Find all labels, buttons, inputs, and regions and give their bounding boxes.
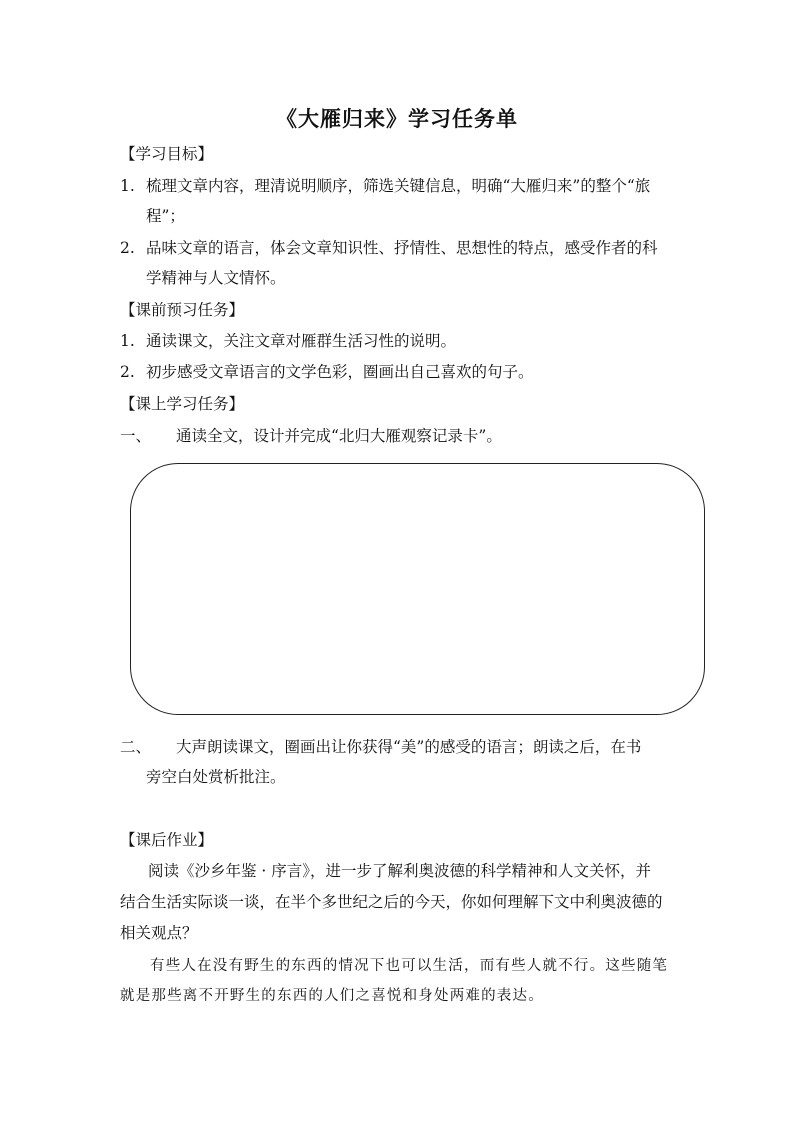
goal-item-number: 1. <box>120 177 135 195</box>
section-heading-preview: 【课前预习任务】 <box>120 301 245 319</box>
task-text: 大声朗读课文，圈画出让你获得“美”的感受的语言；朗读之后，在书 <box>176 738 642 756</box>
page-title: 《大雁归来》学习任务单 <box>276 106 518 131</box>
preview-item-number: 1. <box>120 332 135 350</box>
quote-line-1: 有些人在没有野生的东西的情况下也可以生活，而有些人就不行。这些随笔 <box>150 958 669 974</box>
homework-paragraph-line-2: 结合生活实际谈一谈，在半个多世纪之后的今天，你如何理解下文中利奥波德的 <box>120 893 663 911</box>
observation-card-box[interactable] <box>130 463 705 715</box>
goal-item-text-cont: 程”； <box>146 207 185 225</box>
goal-item-number: 2. <box>120 239 135 257</box>
task-text: 通读全文，设计并完成“北归大雁观察记录卡”。 <box>176 427 502 445</box>
goal-item-text: 梳理文章内容，理清说明顺序，筛选关键信息，明确“大雁归来”的整个“旅 <box>146 177 651 195</box>
preview-item-text: 通读课文，关注文章对雁群生活习性的说明。 <box>146 332 457 350</box>
section-heading-goals: 【学习目标】 <box>120 145 214 163</box>
task-number: 二、 <box>120 738 152 756</box>
section-heading-homework: 【课后作业】 <box>120 831 214 849</box>
goal-item-text-cont: 学精神与人文情怀。 <box>146 269 286 287</box>
quote-line-2: 就是那些离不开野生的东西的人们之喜悦和身处两难的表达。 <box>120 988 544 1004</box>
preview-item-text: 初步感受文章语言的文学色彩，圈画出自己喜欢的句子。 <box>146 363 534 381</box>
homework-paragraph-line-1: 阅读《沙乡年鉴 · 序言》，进一步了解利奥波德的科学精神和人文关怀，并 <box>148 862 652 880</box>
section-heading-inclass: 【课上学习任务】 <box>120 395 245 413</box>
homework-paragraph-line-3: 相关观点？ <box>120 924 198 942</box>
task-text-cont: 旁空白处赏析批注。 <box>146 768 286 786</box>
task-number: 一、 <box>120 427 152 445</box>
preview-item-number: 2. <box>120 363 135 381</box>
goal-item-text: 品味文章的语言，体会文章知识性、抒情性、思想性的特点，感受作者的科 <box>146 239 658 257</box>
